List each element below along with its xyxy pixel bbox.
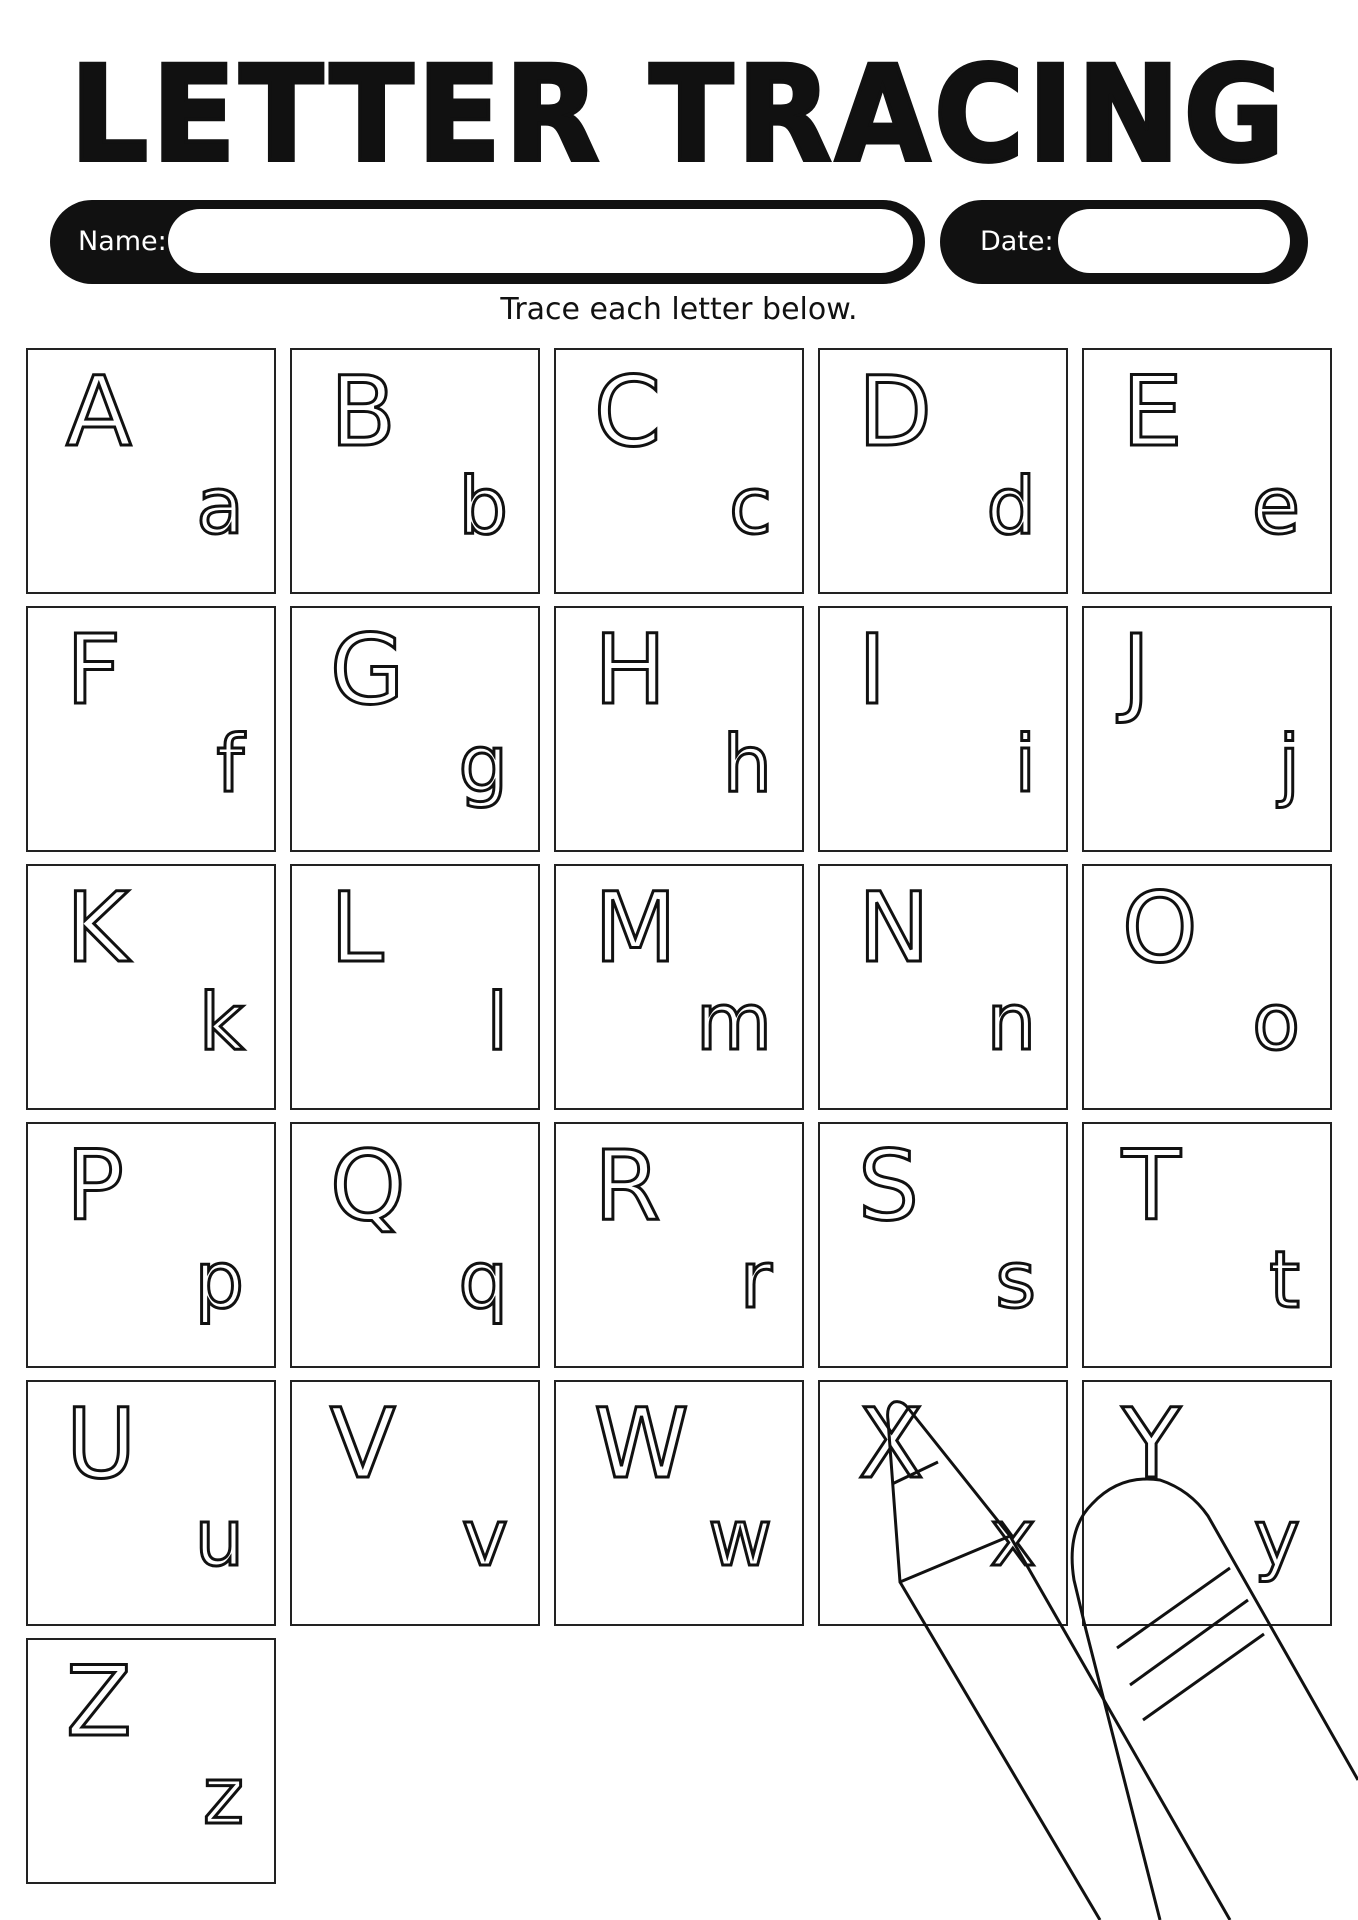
letter-card bbox=[1082, 606, 1332, 852]
letter-card bbox=[290, 348, 540, 594]
uppercase-letter: I bbox=[858, 614, 887, 726]
lowercase-letter: a bbox=[196, 462, 244, 552]
lowercase-letter: g bbox=[458, 720, 508, 810]
lowercase-letter: t bbox=[1269, 1236, 1300, 1326]
name-field[interactable] bbox=[168, 209, 913, 273]
uppercase-letter: C bbox=[594, 356, 662, 468]
letter-card bbox=[818, 348, 1068, 594]
lowercase-letter: i bbox=[1014, 720, 1036, 810]
uppercase-letter: P bbox=[66, 1130, 124, 1242]
uppercase-letter: V bbox=[330, 1388, 396, 1500]
uppercase-letter: K bbox=[66, 872, 129, 984]
crayon-icon bbox=[1072, 1479, 1358, 1920]
letter-card bbox=[26, 1638, 276, 1884]
worksheet-title: LETTER TRACING bbox=[69, 38, 1289, 192]
letter-card bbox=[290, 864, 540, 1110]
uppercase-letter: B bbox=[330, 356, 396, 468]
uppercase-letter: S bbox=[858, 1130, 919, 1242]
uppercase-letter: A bbox=[66, 356, 132, 468]
lowercase-letter: e bbox=[1252, 462, 1300, 552]
letter-card bbox=[26, 348, 276, 594]
uppercase-letter: M bbox=[594, 872, 677, 984]
letter-card bbox=[26, 1380, 276, 1626]
letter-card bbox=[26, 864, 276, 1110]
letter-card bbox=[818, 864, 1068, 1110]
letter-card bbox=[1082, 864, 1332, 1110]
lowercase-letter: u bbox=[194, 1494, 244, 1584]
lowercase-letter: j bbox=[1278, 720, 1300, 810]
date-field[interactable] bbox=[1058, 209, 1290, 273]
letter-card bbox=[818, 1122, 1068, 1368]
uppercase-letter: F bbox=[66, 614, 122, 726]
lowercase-letter: o bbox=[1252, 978, 1300, 1068]
lowercase-letter: q bbox=[458, 1236, 508, 1326]
crayon-icon bbox=[888, 1402, 1010, 1582]
uppercase-letter: T bbox=[1122, 1130, 1181, 1242]
lowercase-letter: l bbox=[486, 978, 508, 1068]
lowercase-letter: b bbox=[458, 462, 508, 552]
uppercase-letter: D bbox=[858, 356, 932, 468]
lowercase-letter: r bbox=[739, 1236, 772, 1326]
letter-card bbox=[1082, 1122, 1332, 1368]
letter-card bbox=[26, 606, 276, 852]
lowercase-letter: f bbox=[216, 720, 244, 810]
lowercase-letter: c bbox=[729, 462, 772, 552]
letter-card bbox=[290, 1380, 540, 1626]
letter-card bbox=[554, 1380, 804, 1626]
letter-card bbox=[554, 606, 804, 852]
uppercase-letter: G bbox=[330, 614, 405, 726]
crayons-illustration bbox=[860, 1400, 1358, 1920]
lowercase-letter: w bbox=[708, 1494, 772, 1584]
lowercase-letter: x bbox=[989, 1494, 1036, 1584]
uppercase-letter: J bbox=[1122, 614, 1151, 726]
lowercase-letter: p bbox=[194, 1236, 244, 1326]
uppercase-letter: L bbox=[330, 872, 384, 984]
uppercase-letter: X bbox=[858, 1388, 924, 1500]
lowercase-letter: z bbox=[203, 1752, 244, 1842]
uppercase-letter: N bbox=[858, 872, 930, 984]
letter-card bbox=[554, 348, 804, 594]
uppercase-letter: U bbox=[66, 1388, 137, 1500]
name-pill bbox=[50, 200, 925, 284]
lowercase-letter: k bbox=[198, 978, 244, 1068]
uppercase-letter: W bbox=[594, 1388, 689, 1500]
letter-card bbox=[290, 1122, 540, 1368]
lowercase-letter: m bbox=[696, 978, 772, 1068]
lowercase-letter: h bbox=[722, 720, 772, 810]
letter-card bbox=[1082, 348, 1332, 594]
uppercase-letter: Y bbox=[1122, 1388, 1181, 1500]
letter-card bbox=[554, 864, 804, 1110]
letter-card bbox=[26, 1122, 276, 1368]
lowercase-letter: n bbox=[986, 978, 1036, 1068]
lowercase-letter: d bbox=[986, 462, 1036, 552]
lowercase-letter: s bbox=[995, 1236, 1036, 1326]
letter-card bbox=[290, 606, 540, 852]
name-label: Name: bbox=[78, 226, 167, 257]
uppercase-letter: O bbox=[1122, 872, 1198, 984]
instruction-text: Trace each letter below. bbox=[500, 292, 858, 327]
date-label: Date: bbox=[980, 226, 1054, 257]
uppercase-letter: Z bbox=[66, 1646, 132, 1758]
letter-card bbox=[818, 606, 1068, 852]
lowercase-letter: v bbox=[461, 1494, 508, 1584]
uppercase-letter: H bbox=[594, 614, 667, 726]
uppercase-letter: R bbox=[594, 1130, 661, 1242]
uppercase-letter: Q bbox=[330, 1130, 406, 1242]
uppercase-letter: E bbox=[1122, 356, 1183, 468]
lowercase-letter: y bbox=[1253, 1494, 1300, 1584]
letter-card bbox=[554, 1122, 804, 1368]
date-pill bbox=[940, 200, 1308, 284]
